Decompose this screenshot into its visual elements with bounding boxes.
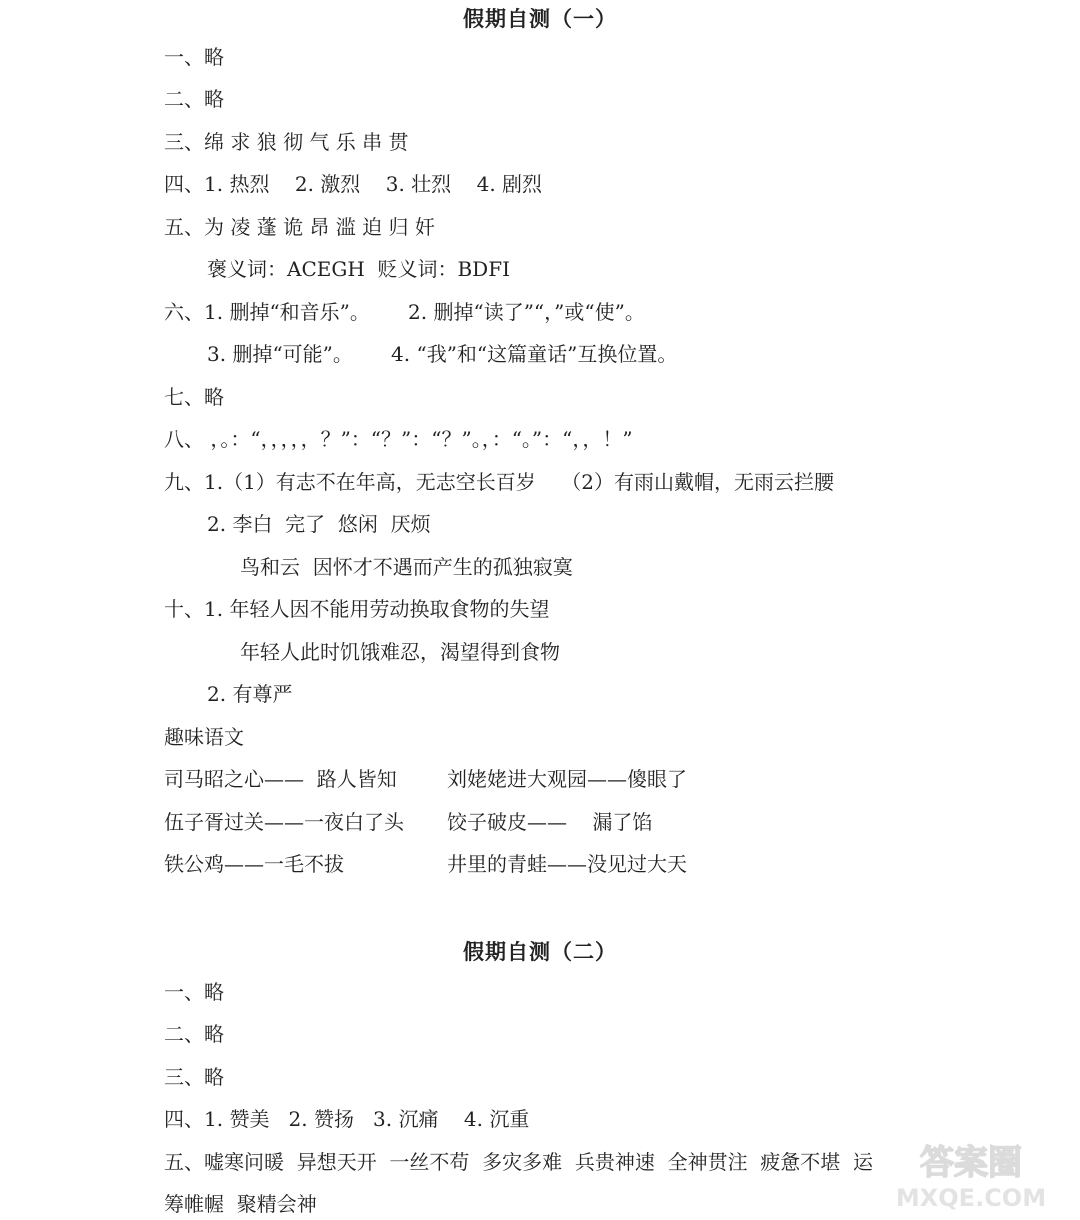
watermark-text: 答案圈 (920, 1143, 1022, 1183)
section-heading-fun-chinese: 趣味语文 (164, 725, 244, 749)
answer-line: 四、1. 热烈 2. 激烈 3. 壮烈 4. 剧烈 (164, 172, 543, 196)
answer-line: 五、嘘寒问暖 异想天开 一丝不苟 多灾多难 兵贵神速 全神贯注 疲惫不堪 运 (164, 1150, 874, 1174)
watermark-site: MXQE.COM (895, 1184, 1047, 1212)
section-2-title: 假期自测（二） (463, 939, 617, 964)
idiom-pair: 饺子破皮—— 漏了馅 (447, 810, 653, 834)
answer-line: 筹帷幄 聚精会神 (164, 1192, 317, 1216)
idiom-pair: 伍子胥过关——一夜白了头 (164, 810, 404, 834)
answer-line: 鸟和云 因怀才不遇而产生的孤独寂寞 (240, 555, 573, 579)
answer-line: 六、1. 删掉“和音乐”。 2. 删掉“读了”“，”或“使”。 (164, 300, 645, 324)
answer-line: 二、略 (164, 1022, 224, 1046)
answer-line: 三、绵 求 狼 彻 气 乐 串 贯 (164, 130, 409, 154)
section-1-title: 假期自测（一） (463, 6, 617, 31)
answer-line: 七、略 (164, 385, 224, 409)
answer-line: 三、略 (164, 1065, 224, 1089)
answer-line: 五、为 凌 蓬 诡 昂 滥 迫 归 奸 (164, 215, 435, 239)
idiom-pair: 司马昭之心—— 路人皆知 (164, 767, 397, 791)
answer-line: 褒义词：ACEGH 贬义词：BDFI (207, 257, 510, 281)
answer-line: 2. 李白 完了 悠闲 厌烦 (207, 512, 431, 536)
idiom-pair: 铁公鸡——一毛不拔 (164, 852, 344, 876)
watermark-logo (876, 1134, 1066, 1214)
answer-line: 一、略 (164, 45, 224, 69)
answer-line: 一、略 (164, 980, 224, 1004)
answer-line: 八、 ，。：“，，，，，？”：“？”：“？”。，：“。”：“，，！” (164, 427, 633, 451)
answer-line: 年轻人此时饥饿难忍，渴望得到食物 (240, 640, 560, 664)
answer-line: 四、1. 赞美 2. 赞扬 3. 沉痛 4. 沉重 (164, 1107, 530, 1131)
answer-line: 2. 有尊严 (207, 682, 293, 706)
answer-line: 3. 删掉“可能”。 4. “我”和“这篇童话”互换位置。 (207, 342, 678, 366)
answer-line: 九、1.（1）有志不在年高，无志空长百岁 （2）有雨山戴帽，无雨云拦腰 (164, 470, 834, 494)
idiom-pair: 井里的青蛙——没见过大天 (447, 852, 687, 876)
idiom-pair: 刘姥姥进大观园——傻眼了 (447, 767, 687, 791)
answer-line: 十、1. 年轻人因不能用劳动换取食物的失望 (164, 597, 550, 621)
answer-line: 二、略 (164, 87, 224, 111)
